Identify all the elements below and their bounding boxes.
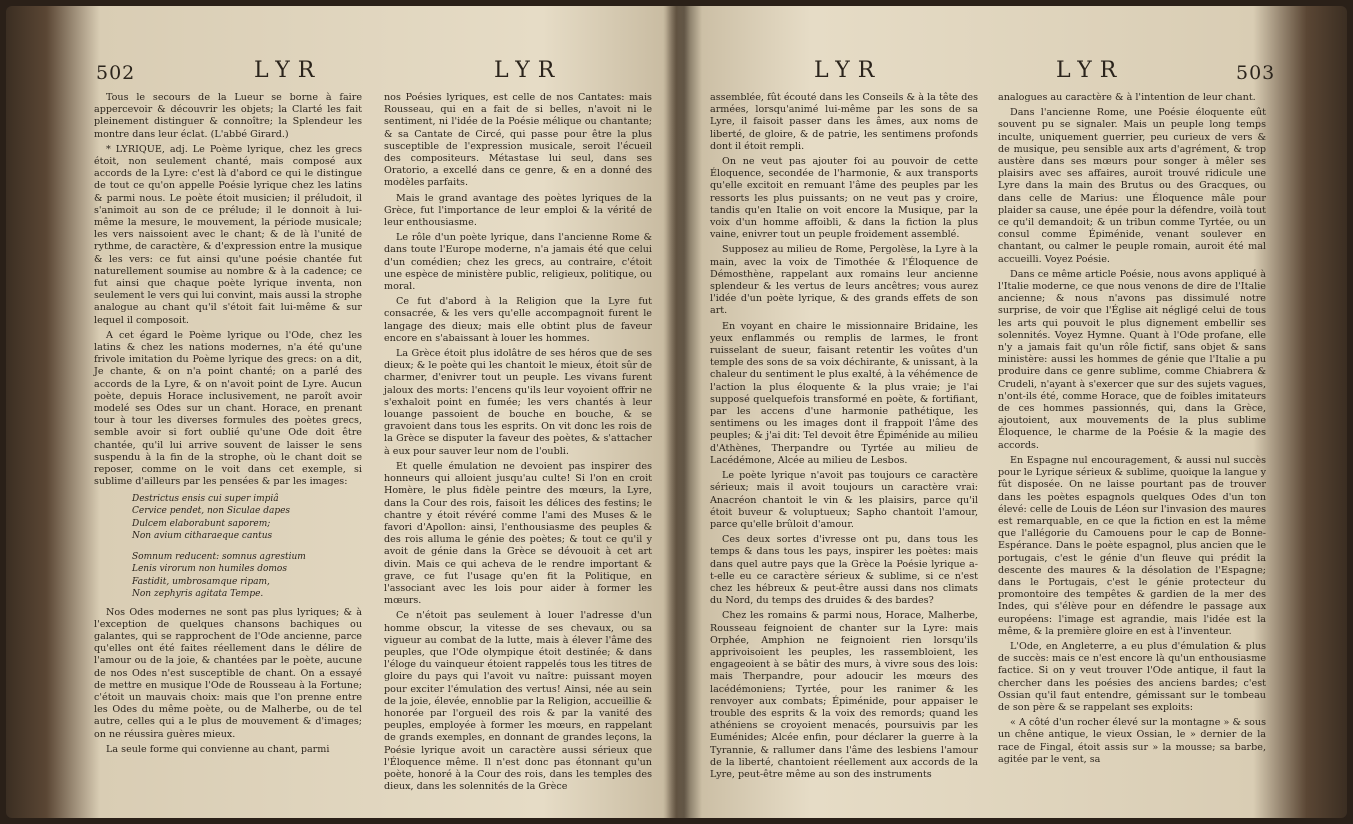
running-head-left: LYR (254, 58, 323, 83)
paragraph: L'Ode, en Angleterre, a eu plus d'émulation & plus de succès: mais ce n'est encore là qu'un enthousiasme factice. Si on y veut trouver l'Ode antique, il faut la chercher dans les poésies des anciens bardes; c'est Ossian qu'il faut entendre, gémissant sur le tombeau de son père & se rappelant ses exploits: (998, 640, 1266, 713)
paragraph: Le poète lyrique n'avoit pas toujours ce caractère sérieux; mais il avoit toujours un caractère vrai: Anacréon chantoit le vin & les plaisirs, parce qu'il étoit buveur & voluptueux; Sapho chantoit l'amour, parce qu'elle brûloit d'amour. (710, 470, 978, 530)
paragraph: * LYRIQUE, adj. Le Poème lyrique, chez les grecs étoit, non seulement chanté, mais composé aux accords de la Lyre: c'est là d'abord ce qui le distingue de tout ce qu'on appelle Poésie lyrique chez les latins & parmi nous. Le poète étoit musicien; il préludoit, il s'animoit au son de ce prélude; il le donnoit à lui-même la mesure, le mouvement, la période musicale; les vers naissoient avec le chant; & de là l'unité de rythme, de caractère, & d'expression entre la musique & les vers: ce fut ainsi qu'une poésie chantée fut naturellement soumise au nombre & à la cadence; ce fut ainsi que chaque poète lyrique inventa, non seulement le vers qui lui convint, mais aussi la strophe analogue au chant qu'il s'étoit fait lui-même & sur lequel il composoit. (94, 143, 362, 326)
paragraph: Tous le secours de la Lueur se borne à faire appercevoir & découvrir les objets; la Clarté les fait pleinement distinguer & connoître; la Splendeur les montre dans leur éclat. (L'abbé Girard.) (94, 92, 362, 140)
paragraph: La Grèce étoit plus idolâtre de ses héros que de ses dieux; & le poète qui les chantoit le mieux, étoit sûr de charmer, d'enivrer tout un peuple. Les vivans furent jaloux des morts: l'encens qu'ils leur voyoient offrir ne s'exhaloit point en fumée; les vers chantés à leur louange passoient de bouche en bouche, & se gravoient dans tous les esprits. On vit donc les rois de la Grèce se disputer la faveur des poètes, & s'attacher à eux pour sauver leur nom de l'oubli. (384, 348, 652, 457)
paragraph: En Espagne nul encouragement, & aussi nul succès pour le Lyrique sérieux & sublime, quoique la langue y fût disposée. On ne laisse pourtant pas de trouver dans les poètes espagnols quelques Odes d'un ton élevé: celle de Louis de Léon sur l'invasion des maures est remarquable, en ce que la fiction en est la même que l'allégorie du Camouens pour le cap de Bonne-Espérance. Dans le poète espagnol, plus ancien que le portugais, c'est le génie d'un fleuve qui prédit la descente des maures & la désolation de l'Espagne; dans le Portugais, c'est le génie protecteur du promontoire des tempêtes & gardien de la mer des Indes, qui s'élève pour en défendre le passage aux européens: l'image est agrandie, mais l'idée est la même, & la première gloire en est à l'inventeur. (998, 454, 1266, 637)
right-page (696, 46, 1286, 816)
left-page (84, 46, 674, 816)
verse-line: Fastidit, umbrosamque ripam, (132, 576, 270, 587)
verse-line: Destrictus ensis cui super impiâ (132, 493, 279, 504)
paragraph: En voyant en chaire le missionnaire Bridaine, les yeux enflammés ou remplis de larmes, le front ruisselant de sueur, faisant retentir les voûtes d'un temple des sons de sa voix déchirante, & unissant, à la chaleur du sentiment le plus exalté, à la véhémence de l'action la plus éloquente & la plus vraie; je l'ai supposé quelquefois transformé en poète, & fortifiant, par les accens d'une harmonie pathétique, les sentimens ou les images dont il frappoit l'âme des peuples; & j'ai dit: Tel devoit être Épiménide au milieu d'Athènes, Therpandre ou Tyrtée au milieu de Lacédémone, Alcée au milieu de Lesbos. (710, 320, 978, 466)
left-column-1 (94, 92, 362, 759)
paragraph: Ce n'étoit pas seulement à louer l'adresse d'un homme obscur, la vitesse de ses chevaux, ou sa vigueur au combat de la lutte, mais à élever l'âme des peuples, que l'Ode olympique étoit destinée; & dans l'éloge du vainqueur étoient rappelés tous les titres de gloire du pays qui l'avoit vu naître: puissant moyen pour exciter l'émulation des vertus! Ainsi, née au sein de la joie, élevée, ennoblie par la Religion, accueillie & honorée par l'orgueil des rois & par la vanité des peuples, employée à former les mœurs, en rappelant de grands exemples, en donnant de grandes leçons, la Poésie lyrique avoit un caractère aussi sérieux que l'Éloquence même. Il n'est donc pas étonnant qu'un poète, honoré à la Cour des rois, dans les temples des dieux, dans les solennités de la Grèce (384, 610, 652, 793)
right-column-2 (998, 92, 1266, 769)
page-number: 502 (96, 62, 136, 84)
right-column-1 (710, 92, 978, 784)
paragraph: Mais le grand avantage des poètes lyriques de la Grèce, fut l'importance de leur emploi & la vérité de leur enthousiasme. (384, 192, 652, 229)
left-page-header (84, 46, 674, 90)
paragraph: Et quelle émulation ne devoient pas inspirer des honneurs qui alloient jusqu'au culte! Si l'on en croit Homère, le plus fidèle peintre des mœurs, la Lyre, dans la Cour des rois, faisoit les délices des festins; le chantre y étoit révéré comme l'ami des Muses & le favori d'Apollon: ainsi, l'enthousiasme des peuples & des rois alluma le génie des poètes; & tout ce qu'il y avoit de génie dans la Grèce se dévouoit à cet art divin. Mais ce qui acheva de le rendre important & grave, ce fut l'usage qu'en fit la Politique, en l'associant avec les lois pour aider à former les mœurs. (384, 460, 652, 607)
verse-line: Non avium citharaeque cantus (132, 531, 273, 541)
paragraph: nos Poésies lyriques, est celle de nos Cantates: mais Rousseau, qui en a fait de si belles, n'avoit ni le sentiment, ni l'idée de la Poésie mélique ou chantante; & sa Cantate de Circé, qui passe pour être la plus susceptible de l'expression musicale, seroit l'écueil des compositeurs. Métastase lui seul, dans ses Oratorio, a excellé dans ce genre, & en a donné des modèles parfaits. (384, 92, 652, 189)
verse-line: Dulcem elaborabunt saporem; (132, 518, 271, 529)
paragraph: Ces deux sortes d'ivresse ont pu, dans tous les temps & dans tous les pays, inspirer les poètes: mais dans quel autre pays que la Grèce la Poésie lyrique a-t-elle eu ce caractère sérieux & sublime, si ce n'est chez les hébreux & peut-être aussi dans nos climats du Nord, du temps des druides & des bardes? (710, 534, 978, 607)
paragraph: Ce fut d'abord à la Religion que la Lyre fut consacrée, & les vers qu'elle accompagnoit furent le langage des dieux; mais elle obtint plus de faveur encore en s'abaissant à louer les hommes. (384, 296, 652, 344)
running-head-left: LYR (814, 58, 883, 83)
left-column-2 (384, 92, 652, 796)
right-page-header (696, 46, 1286, 90)
page-number: 503 (1236, 62, 1276, 84)
paragraph: Dans ce même article Poésie, nous avons appliqué à l'Italie moderne, ce que nous venons de dire de l'Italie ancienne; & nous n'avons pas dissimulé notre surprise, de voir que l'Église ait négligé celui de tous les arts qui pouvoit le plus dignement embellir ses solennités. Voyez Hymne. Quant à l'Ode profane, elle n'y a jamais fait qu'un rôle fictif, sans objet & sans ministère: aussi les hommes de génie que l'Italie a pu produire dans ce genre sublime, comme Chiabrera & Crudeli, n'ayant à s'exercer que sur des sujets vagues, n'ont-ils été, comme Horace, que de foibles imitateurs de ces hommes passionnés, qui, dans la Grèce, ajoutoient, aux mouvements de la plus sublime Éloquence, le charme de la Poésie & la magie des accords. (998, 268, 1266, 451)
paragraph: Dans l'ancienne Rome, une Poésie éloquente eût souvent pu se signaler. Mais un peuple long temps inculte, uniquement guerrier, peu curieux de vers & de musique, peu sensible aux arts d'agrément, & trop austère dans ses mœurs pour songer à mêler ses plaisirs avec ses affaires, auroit trouvé ridicule une Lyre dans la main des Brutus ou des Gracques, ou dans celle de Marius: une Éloquence mâle pour plaider sa cause, une épée pour la défendre, voilà tout ce qu'il demandoit; & un tribun comme Tyrtée, ou un consul comme Épiménide, venant soulever en chantant, ou calmer le peuple romain, auroit été mal accueilli. Voyez Poésie. (998, 107, 1266, 265)
verse-line: Somnum reducent: somnus agrestium (132, 551, 306, 562)
paragraph: Le rôle d'un poète lyrique, dans l'ancienne Rome & dans toute l'Europe moderne, n'a jamais été que celui d'un comédien; chez les grecs, au contraire, c'étoit une espèce de ministère public, religieux, politique, ou moral. (384, 232, 652, 293)
paragraph: analogues au caractère & à l'intention de leur chant. (998, 92, 1256, 103)
paragraph: Chez les romains & parmi nous, Horace, Malherbe, Rousseau feignoient de chanter sur la Lyre: mais Orphée, Amphion ne feignoient rien lorsqu'ils apprivoisoient les peuples, les rassembloient, les engageoient à se bâtir des murs, à vivre sous des lois: mais Therpandre, pour adoucir les mœurs des lacédémoniens; Tyrtée, pour les ranimer & les renvoyer aux combats; Épiménide, pour appaiser le trouble des esprits & la voix des remords; quand les athéniens se croyoient menacés, poursuivis par les Euménides; Alcée enfin, pour déclarer la guerre à la Tyrannie, & rallumer dans l'âme des lesbiens l'amour de la liberté, chantoient réellement aux accords de la Lyre, peut-être même au son des instruments (710, 610, 978, 780)
running-head-center: LYR (494, 58, 563, 83)
verse-line: Lenis virorum non humiles domos (132, 564, 287, 574)
verse-gap (132, 543, 362, 551)
paragraph: assemblée, fût écouté dans les Conseils & à la tête des armées, lorsqu'animé lui-même par les sons de sa Lyre, il faisoit passer dans les âmes, aux noms de liberté, de gloire, & de patrie, les sentimens profonds dont il étoit rempli. (710, 92, 978, 152)
verse-line: Cervice pendet, non Siculae dapes (132, 506, 291, 516)
paragraph: On ne veut pas ajouter foi au pouvoir de cette Éloquence, secondée de l'harmonie, & aux transports qu'elle excitoit en remuant l'âme des peuples par les ressorts les plus puissants; on ne veut pas y croire, tandis qu'en Italie on voit encore la Musique, par la voix d'un homme affoibli, & dans la fiction la plus vaine, enivrer tout un peuple froidement assemblé. (710, 156, 978, 241)
running-head-right: LYR (1056, 58, 1125, 83)
paragraph: La seule forme qui convienne au chant, parmi (106, 743, 330, 755)
paragraph: A cet égard le Poème lyrique ou l'Ode, chez les latins & chez les nations modernes, n'a été qu'une frivole imitation du Poème lyrique des grecs: on a dit, Je chante, & on n'a point chanté; on a parlé des accords de la Lyre, & on n'avoit point de Lyre. Aucun poète, depuis Horace inclusivement, ne paroît avoir modelé ses Odes sur un chant. Horace, en prenant tour à tour les diverses formules des poètes grecs, semble avoir si fort oublié qu'une Ode doit être chantée, qu'il lui arrive souvent de laisser le sens suspendu à la fin de la strophe, où le chant doit se reposer, comme on le voit dans cet exemple, si sublime d'ailleurs par les pensées & par les images: (94, 329, 362, 488)
verse-line: Non zephyris agitata Tempe. (132, 589, 264, 599)
paragraph: Nos Odes modernes ne sont pas plus lyriques; & à l'exception de quelques chansons bachiques ou galantes, qui se rapprochent de l'Ode ancienne, parce qu'elles ont été faites réellement dans le délire de l'amour ou de la joie, & chantées par le poète, aucune de nos Odes n'est susceptible de chant. On a essayé de mettre en musique l'Ode de Rousseau à la Fortune; c'étoit un mauvais choix: mais que l'on prenne entre les Odes du même poète, ou de Malherbe, ou de tel autre, celles qui a le plus de mouvement & d'images; on ne réussira guères mieux. (94, 606, 362, 740)
paragraph: « A côté d'un rocher élevé sur la montagne » & sous un chêne antique, le vieux Ossian, le » dernier de la race de Fingal, étoit assis sur » la mousse; sa barbe, agitée par le vent, sa (998, 717, 1266, 765)
open-book (6, 6, 1347, 818)
latin-verse (132, 493, 362, 601)
paragraph: Supposez au milieu de Rome, Pergolèse, la Lyre à la main, avec la voix de Timothée & l'Éloquence de Démosthène, rappelant aux romains leur ancienne splendeur & les vertus de leurs ancêtres; vous aurez l'idée d'un poète lyrique, & des grands effets de son art. (710, 244, 978, 317)
